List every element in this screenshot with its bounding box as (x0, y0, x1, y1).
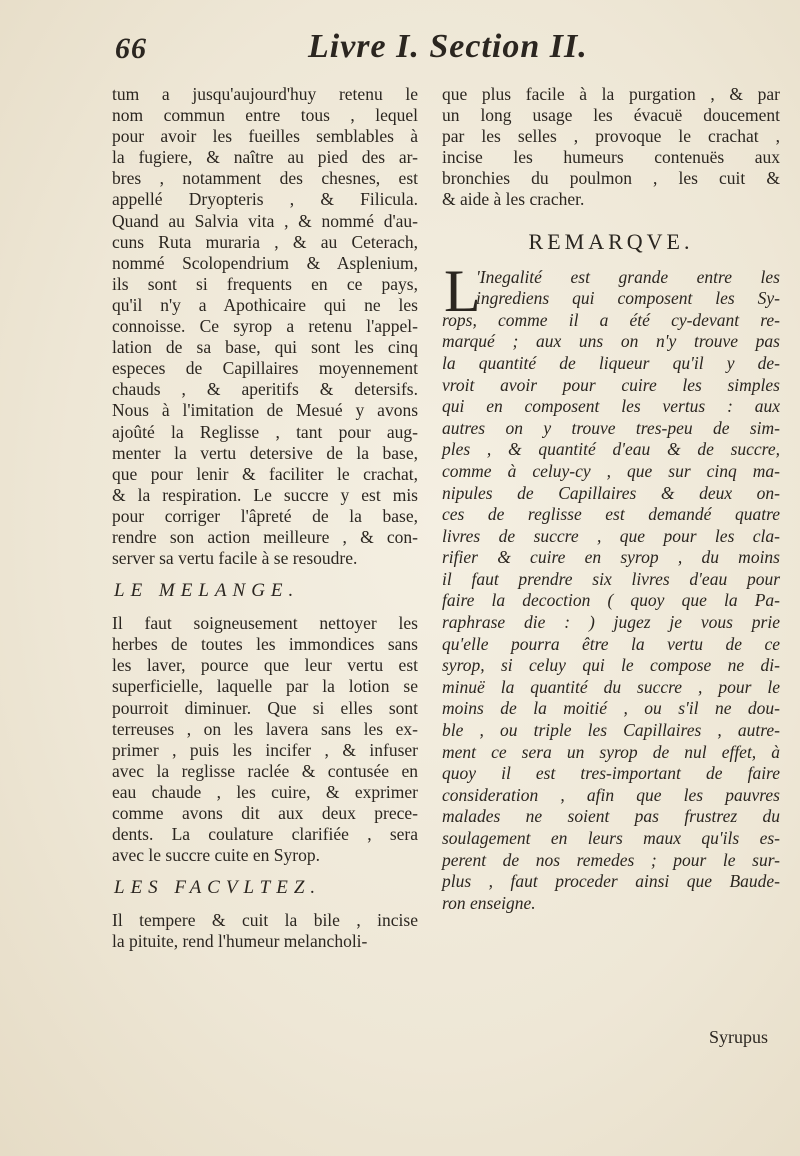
text-line: syrop, si celuy qui le compose ne di- (442, 655, 780, 676)
text-line: autres on y trouve tres-peu de sim- (442, 417, 780, 438)
text-line: raphrase die : ) jugez je vous prie (442, 612, 780, 633)
catchword: Syrupus (709, 1027, 769, 1047)
text-line: & la respiration. Le succre y est mis (112, 484, 418, 505)
text-line: ment ce sera un syrop de nul effet, à (442, 741, 780, 762)
text-line: connoisse. Ce syrop a retenu l'appel- (112, 316, 418, 337)
text-line: pour corriger l'âpreté de la base, (112, 505, 418, 526)
text-line: ils sont si frequents en ce pays, (112, 273, 418, 294)
text-line: server sa vertu facile à se resoudre. (112, 548, 358, 569)
heading-les-facultez: LES FACVLTEZ. (114, 877, 322, 899)
text-line: superficielle, laquelle par la lotion se (112, 676, 418, 697)
text-line: malades ne soient pas frustrez du (442, 806, 780, 827)
text-line: qu'elle pourra être la vertu de ce (442, 633, 780, 654)
text-line: eau chaude , les cuire, & exprimer (112, 781, 418, 802)
text-line: dents. La coulature clarifiée , sera (112, 824, 418, 845)
text-line: ces de reglisse est demandé quatre (442, 504, 780, 525)
running-title: Livre I. Section II. (308, 28, 588, 65)
text-line: moins de la moitié , ou s'il ne dou- (442, 698, 780, 719)
text-line: & aide à les cracher. (442, 189, 585, 210)
text-line: nipules de Capillaires & deux on- (442, 482, 780, 503)
text-line: soulagement en leurs maux qu'ils es- (442, 828, 780, 848)
text-line: rifier & cuire en syrop , du moins (442, 547, 780, 568)
text-line: que plus facile à la purgation , & par (442, 84, 780, 104)
text-line: pourroit diminuer. Que si elles sont (112, 697, 418, 718)
text-line: 'Inegalité est grande entre les (476, 266, 780, 287)
running-head (0, 28, 800, 78)
text-line: vroit avoir pour cuire les simples (442, 374, 780, 395)
text-line: bres , notamment des chesnes, est (112, 168, 418, 189)
text-line: consideration , afin que les pauvres (442, 784, 780, 805)
text-line: par les selles , provoque le crachat , (442, 126, 780, 147)
text-line: comme avons dit aux deux prece- (112, 803, 418, 823)
text-line: lation de sa base, qui sont les cinq (112, 337, 418, 358)
text-line: la pituite, rend l'humeur melancholi- (112, 931, 368, 952)
text-line: terreuses , on les lavera sans les ex- (112, 718, 418, 739)
text-line: avec la reglisse raclée & contusée en (112, 760, 418, 781)
text-line: qu'il n'y a Apothicaire qui ne les (112, 294, 418, 315)
text-line: herbes de toutes les immondices sans (112, 634, 418, 655)
remarque-paragraph (442, 257, 780, 915)
text-line: rops, comme il a été cy-devant re- (442, 309, 780, 330)
text-line: incise les humeurs contenuës aux (442, 147, 780, 168)
text-line: cuns Ruta muraria , & au Ceterach, (112, 231, 418, 252)
text-line: quoy il est tres-important de faire (442, 763, 780, 784)
text-line: Nous à l'imitation de Mesué y avons (112, 400, 418, 421)
text-line: especes de Capillaires moyennement (112, 358, 418, 379)
text-line: Quand au Salvia vita , & nommé d'au- (112, 210, 418, 231)
text-line: nom commun entre tous , lequel (112, 105, 418, 126)
left-paragraph-3 (112, 910, 418, 952)
text-line: primer , puis les incifer , & infuser (112, 739, 418, 760)
text-line: ples , & quantité d'eau & de succre, (442, 439, 780, 460)
text-line: comme à celuy-cy , que sur cinq ma- (442, 460, 780, 481)
text-line: chauds , & aperitifs & detersifs. (112, 379, 418, 400)
right-paragraph-1 (442, 84, 780, 211)
heading-le-melange: LE MELANGE. (114, 580, 300, 602)
text-line: minuë la quantité du succre , pour le (442, 676, 780, 697)
left-column (112, 84, 418, 952)
text-line: menter la vertu detersive de la base, (112, 442, 418, 463)
text-line: rendre son action meilleure , & con- (112, 526, 418, 547)
left-paragraph-1 (112, 84, 418, 569)
text-line: appellé Dryopteris , & Filicula. (112, 189, 418, 210)
text-line: il faut prendre six livres d'eau pour (442, 568, 780, 589)
text-line: les laver, pource que leur vertu est (112, 655, 418, 676)
text-line: pour avoir les fueilles semblables à (112, 126, 418, 147)
text-line: perent de nos remedes ; pour le sur- (442, 849, 780, 870)
text-line: ron enseigne. (442, 892, 536, 913)
text-line: marqué ; aux uns on n'y trouve pas (442, 331, 780, 352)
text-line: bronchies du poulmon , les cuit & (442, 168, 780, 189)
text-line: la quantité de liqueur qu'il y de- (442, 352, 780, 373)
page-number: 66 (115, 32, 147, 65)
text-line: tum a jusqu'aujourd'huy retenu le (112, 84, 418, 104)
text-line: avec le succre cuite en Syrop. (112, 845, 320, 866)
right-column (442, 84, 780, 914)
text-line: qui en composent les vertus : aux (442, 396, 780, 417)
text-line: ble , ou triple les Capillaires , autre- (442, 720, 780, 741)
text-line: faire la decoction ( quoy que la Pa- (442, 590, 780, 611)
text-line: Il tempere & cuit la bile , incise (112, 910, 418, 931)
drop-cap: L (444, 257, 481, 324)
heading-remarque: REMARQVE. (528, 228, 694, 254)
text-line: livres de succre , que pour les cla- (442, 525, 780, 546)
text-line: nommé Scolopendrium & Asplenium, (112, 252, 418, 273)
text-line: ingrediens qui composent les Sy- (476, 288, 780, 309)
text-line: un long usage les évacuë doucement (442, 105, 780, 126)
text-line: plus , faut proceder ainsi que Baude- (442, 871, 780, 892)
text-line: Il faut soigneusement nettoyer les (112, 613, 418, 634)
text-line: la fugiere, & naître au pied des ar- (112, 147, 418, 168)
left-paragraph-2 (112, 613, 418, 866)
text-line: ajoûté la Reglisse , tant pour aug- (112, 421, 418, 442)
text-line: que pour lenir & faciliter le crachat, (112, 463, 418, 484)
